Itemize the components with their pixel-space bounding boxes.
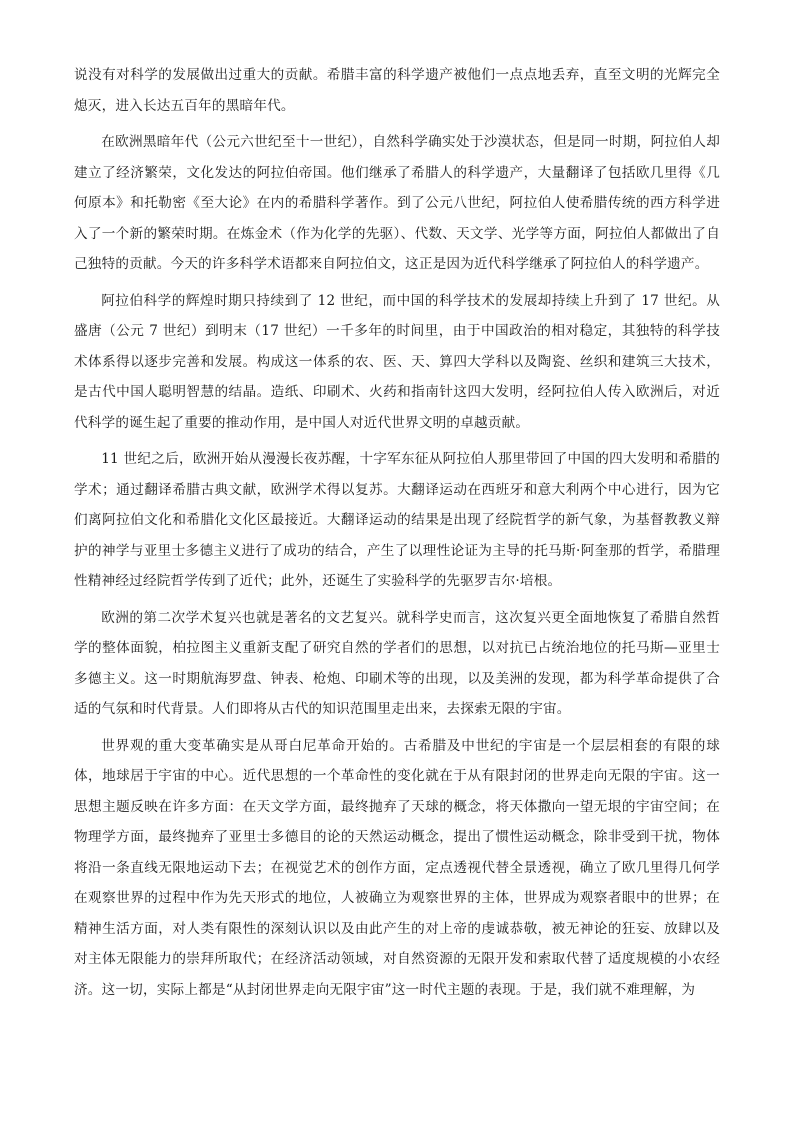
- paragraph-arab-empire: 在欧洲黑暗年代（公元六世纪至十一世纪），自然科学确实处于沙漠状态，但是同一时期，阿拉伯人却建立了经济繁荣，文化发达的阿拉伯帝国。他们继承了希腊人的科学遗产，大量翻译了包括欧几里得《几何原本》和托勒密《至大论》在内的希腊科学著作。到了公元八世纪，阿拉伯人使希腊传统的西方科学进入了一个新的繁荣时期。在炼金术（作为化学的先驱）、代数、天文学、光学等方面，阿拉伯人都做出了自己独特的贡献。今天的许多科学术语都来自阿拉伯文，这正是因为近代科学继承了阿拉伯人的科学遗产。: [74, 134, 720, 272]
- paragraph-chinese-science: 阿拉伯科学的辉煌时期只持续到了 12 世纪，而中国的科学技术的发展却持续上升到了 17 世纪。从盛唐（公元 7 世纪）到明末（17 世纪）一千多年的时间里，由于中国政治的相对稳定，其独特的科学技术体系得以逐步完善和发展。构成这一体系的农、医、天、算四大学科以及陶瓷、丝织和建筑三大技术，是古代中国人聪明智慧的结晶。造纸、印刷术、火药和指南针这四大发明，经阿拉伯人传入欧洲后，对近代科学的诞生起了重要的推动作用，是中国人对近代世界文明的卓越贡献。: [74, 292, 720, 431]
- document-page: [74, 60, 720, 1011]
- paragraph-continuation: 说没有对科学的发展做出过重大的贡献。希腊丰富的科学遗产被他们一点点地丢弃，直至文明的光辉完全熄灭，进入长达五百年的黑暗年代。: [74, 67, 720, 114]
- paragraph-worldview-change: 世界观的重大变革确实是从哥白尼革命开始的。古希腊及中世纪的宇宙是一个层层相套的有限的球体，地球居于宇宙的中心。近代思想的一个革命性的变化就在于从有限封闭的世界走向无限的宇宙。这一思想主题反映在许多方面：在天文学方面，最终抛弃了天球的概念，将天体撒向一望无垠的宇宙空间；在物理学方面，最终抛弃了亚里士多德目的论的天然运动概念，提出了惯性运动概念，除非受到干扰，物体将沿一条直线无限地运动下去；在视觉艺术的创作方面，定点透视代替全景透视，确立了欧几里得几何学在观察世界的过程中作为先天形式的地位，人被确立为观察世界的主体，世界成为观察者眼中的世界；在精神生活方面，对人类有限性的深刻认识以及由此产生的对上帝的虔诚恭敬，被无神论的狂妄、放肆以及对主体无限能力的崇拜所取代；在经济活动领域，对自然资源的无限开发和索取代替了适度规模的小农经济。这一切，实际上都是“从封闭世界走向无限宇宙”这一时代主题的表现。于是，我们就不难理解，为: [74, 737, 720, 998]
- paragraph-european-revival: 11 世纪之后，欧洲开始从漫漫长夜苏醒，十字军东征从阿拉伯人那里带回了中国的四大发明和希腊的学术；通过翻译希腊古典文献，欧洲学术得以复苏。大翻译运动在西班牙和意大利两个中心进行，因为它们离阿拉伯文化和希腊化文化区最接近。大翻译运动的结果是出现了经院哲学的新气象，为基督教教义辩护的神学与亚里士多德主义进行了成功的结合，产生了以理性论证为主导的托马斯·阿奎那的哲学，希腊理性精神经过经院哲学传到了近代；此外，还诞生了实验科学的先驱罗吉尔·培根。: [74, 451, 720, 589]
- paragraph-renaissance: 欧洲的第二次学术复兴也就是著名的文艺复兴。就科学史而言，这次复兴更全面地恢复了希腊自然哲学的整体面貌，柏拉图主义重新支配了研究自然的学者们的思想，以对抗已占统治地位的托马斯—亚里士多德主义。这一时期航海罗盘、钟表、枪炮、印刷术等的出现，以及美洲的发现，都为科学革命提供了合适的气氛和时代背景。人们即将从古代的知识范围里走出来，去探索无限的宇宙。: [74, 609, 720, 717]
